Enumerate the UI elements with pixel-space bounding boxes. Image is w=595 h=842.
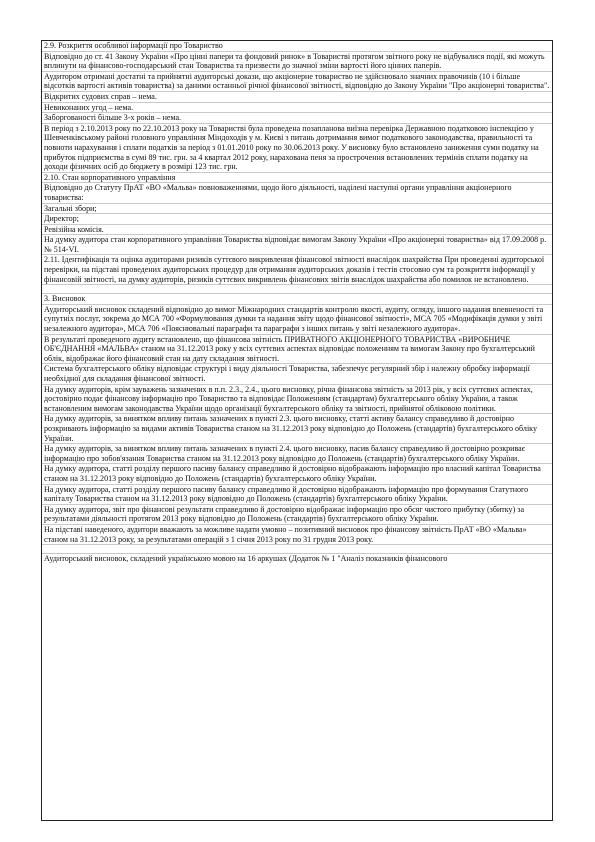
paragraph: Відкритих судових справ – нема. — [42, 92, 552, 103]
paragraph: Аудиторський висновок складений відповідно до вимог Міжнародних стандартів контролю якості, аудиту, огляду, іншого надання впевненості та супутніх послуг, зокрема до МСА 700 «Формулювання думки та надання звіту щодо фінансової звітності», МСА 705 «Модифікація думки у звіті незалежного аудитора», МСА 706 «Пояснювальні параграфи та параграфи з інших питань у звіті незалежного аудитора». — [42, 305, 552, 335]
paragraph: Система бухгалтерського обліку відповідає структурі і виду діяльності Товариства, забезпечує регулярний збір і належну обробку інформації необхідної для складання фінансової звітності. — [42, 364, 552, 384]
paragraph: На думку аудиторів, за винятком впливу питань зазначених в пункті 2.4. цього висновку, пасив балансу справедливо й достовірно розкриває інформацію про зобов'язання Товариства станом на 31.12.2013 року відповідно до Положень (стандартів) бухгалтерського обліку України. — [42, 444, 552, 464]
paragraph: В результаті проведеного аудиту встановлено, що фінансова звітність ПРИВАТНОГО АКЦІОНЕРНОГО ТОВАРИСТВА «ВИРОБНИЧЕ ОБ'ЄДНАННЯ «МАЛЬВА» станом на 31.12.2013 року у всіх суттєвих аспектах відповідає положенням та вимогам Закону про бухгалтерський облік, відображає його фінансовий стан на дату складання звітності. — [42, 335, 552, 365]
paragraph: На думку аудиторів, крім зауважень зазначених в п.п. 2.3., 2.4., цього висновку, річна фінансова звітність за 2013 рік, у всіх суттєвих аспектах, достовірно подає фінансову інформацію про Товариство та відповідає Положенням (стандартам) бухгалтерського обліку України, а також встановленим вимогам законодавства України щодо організації бухгалтерського обліку та звітності, прийнятої обліковою політики. — [42, 385, 552, 415]
blank-line — [42, 545, 552, 554]
paragraph: На підставі наведеного, аудитори вважають за можливе надати умовно – позитивний висновок про фінансову звітність ПрАТ «ВО «Мальва» станом на 31.12.2013 року, за результатами операцій з 1 січня 2013 року по 31 грудня 2013 року. — [42, 525, 552, 545]
paragraph: 2.11. Ідентифікація та оцінка аудиторами ризиків суттєвого викривлення фінансової звітності внаслідок шахрайства При проведенні аудиторської перевірки, на підставі проведених аудиторських процедур для отримання аудиторських доказів і тестів стосовно сум та розкриття інформації у фінансовій звітності, на думку аудиторів, ризиків суттєвих викривлень фінансових звітів внаслідок шахрайства або помилок не встановлено. — [42, 255, 552, 285]
paragraph: На думку аудиторів, за винятком впливу питань зазначених в пункті 2.3. цього висновку, статті активу балансу справедливо й достовірно розкривають інформацію за видами активів Товариства станом на 31.12.2013 року відповідно до Положень (стандартів) бухгалтерського обліку України. — [42, 414, 552, 444]
paragraph: На думку аудитора, звіт про фінансові результати справедливо й достовірно відображає інформацію про обсяг чистого прибутку (збитку) за результатами діяльності протягом 2013 року відповідно до Положень (стандартів) бухгалтерського обліку України. — [42, 505, 552, 525]
paragraph: 2.10. Стан корпоративного управління — [42, 173, 552, 184]
paragraph: Невиконаних угод – нема. — [42, 103, 552, 114]
paragraph: Аудиторський висновок, складений українською мовою на 16 аркушах (Додаток № 1 "Аналіз показників фінансового — [44, 554, 448, 564]
paragraph: Загальні збори; — [42, 204, 552, 215]
paragraph: На думку аудитора, статті розділу першого пасиву балансу справедливо й достовірно відображають інформацію про власний капітал Товариства станом на 31.12.2013 року відповідно до Положень (стандартів) бухгалтерського обліку України. — [42, 464, 552, 484]
paragraph: Директор; — [42, 214, 552, 225]
paragraph: На думку аудитора стан корпоративного управління Товариства відповідає вимогам Закону України «Про акціонерні товариства» від 17.09.2008 р. № 514-VI. — [42, 235, 552, 255]
document-page — [41, 40, 553, 821]
paragraph: В період з 2.10.2013 року по 22.10.2013 року на Товаристві була проведена позапланова виїзна перевірка Державною податковою інспекцією у Шевченківському районі головного управління Міндоходів у м. Києві з питань дотримання вимог податкового законодавства, правильності та повноти нарахування і сплати податків за період з 01.01.2010 року по 30.06.2013 року. У висновку було встановлено заниження суми податку на прибуток підприємства в сумі 89 тис. грн. за 4 квартал 2012 року, нарахована пеня за прострочення встановлених термінів сплати податку на доходи фізичних осіб до бюджету в розмірі 123 тис. грн. — [42, 124, 552, 173]
blank-line — [42, 285, 552, 294]
paragraph: 2.9. Розкриття особливої інформації про Товариство — [42, 41, 552, 52]
paragraph: 3. Висновок — [42, 294, 552, 305]
paragraph: Ревізійна комісія. — [42, 225, 552, 236]
paragraph: Відповідно до ст. 41 Закону України «Про цінні папери та фондовий ринок» в Товаристві протягом звітного року не відбувалися події, які можуть вплинути на фінансово-господарський стан Товариства та призвести до значної зміни вартості його цінних паперів. — [42, 52, 552, 72]
paragraph: На думку аудитора, статті розділу першого пасиву балансу справедливо й достовірно відображають інформацію про формування Статутного капіталу Товариства станом на 31.12.2013 року відповідно до Положень (стандартів) бухгалтерського обліку України. — [42, 485, 552, 505]
paragraph: Аудитором отримані достатні та прийнятні аудиторські докази, що акціонерне товариство не здійснювало значних правочинів (10 і більше відсотків вартості активів товариства) за даними останньої річної фінансової звітності, відповідно до Закону України "Про акціонерні товариства". — [42, 72, 552, 92]
paragraph: Відповідно до Статуту ПрАТ «ВО «Мальва» повноваженнями, щодо його діяльності, наділені наступні органи управління акціонерного товариства: — [42, 183, 552, 203]
paragraph: Заборгованості більше 3-х років – нема. — [42, 113, 552, 124]
